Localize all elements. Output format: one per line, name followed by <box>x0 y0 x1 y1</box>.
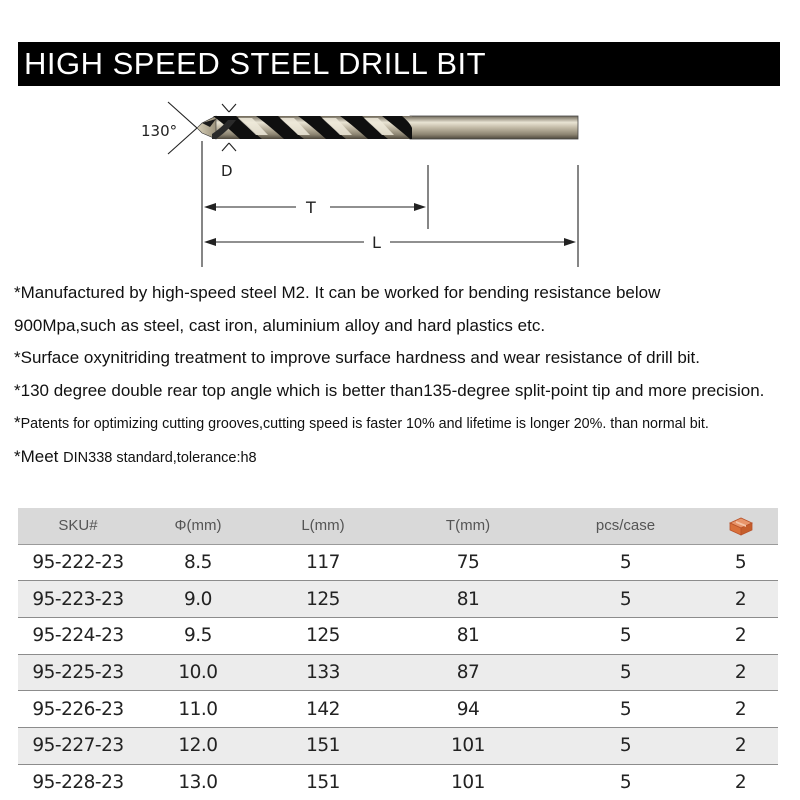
cell-pcs-case: 5 <box>548 581 703 618</box>
cell-sku: 95-224-23 <box>18 617 138 654</box>
header-box <box>703 508 778 544</box>
cell-sku: 95-226-23 <box>18 691 138 728</box>
cell-diameter: 11.0 <box>138 691 258 728</box>
cell-pcs-case: 5 <box>548 764 703 800</box>
desc-line-5-bullet: * <box>14 413 21 432</box>
header-pcs-case: pcs/case <box>548 508 703 544</box>
cell-length: 117 <box>258 544 388 581</box>
cell-pcs-case: 5 <box>548 654 703 691</box>
cell-diameter: 9.5 <box>138 617 258 654</box>
cell-pcs-case: 5 <box>548 727 703 764</box>
cell-boxes: 5 <box>703 544 778 581</box>
table-row <box>18 727 778 764</box>
cell-length: 151 <box>258 764 388 800</box>
cell-diameter: 9.0 <box>138 581 258 618</box>
cell-sku: 95-223-23 <box>18 581 138 618</box>
cell-boxes: 2 <box>703 581 778 618</box>
table-row <box>18 617 778 654</box>
header-length: L(mm) <box>258 508 388 544</box>
desc-line-5-text: Patents for optimizing cutting grooves,cutting speed is faster 10% and lifetime is longer 20%. than normal bit. <box>20 416 709 432</box>
cell-sku: 95-222-23 <box>18 544 138 581</box>
cell-length: 133 <box>258 654 388 691</box>
cell-boxes: 2 <box>703 654 778 691</box>
cell-length: 125 <box>258 581 388 618</box>
cell-pcs-case: 5 <box>548 691 703 728</box>
cell-sku: 95-227-23 <box>18 727 138 764</box>
cell-pcs-case: 5 <box>548 617 703 654</box>
desc-line-5 <box>14 407 794 441</box>
cell-diameter: 8.5 <box>138 544 258 581</box>
header-flute-length: T(mm) <box>388 508 548 544</box>
header-sku: SKU# <box>18 508 138 544</box>
flute-length-label: T <box>306 198 316 217</box>
overall-length-dimension <box>204 238 576 246</box>
cell-diameter: 13.0 <box>138 764 258 800</box>
cell-flute-length: 75 <box>388 544 548 581</box>
desc-line-3: *Surface oxynitriding treatment to improve surface hardness and wear resistance of drill bit. <box>14 348 700 367</box>
cell-flute-length: 81 <box>388 617 548 654</box>
cell-length: 151 <box>258 727 388 764</box>
diameter-label: D <box>221 162 233 180</box>
desc-line-1: *Manufactured by high-speed steel M2. It can be worked for bending resistance below <box>14 283 661 302</box>
drill-bit-diagram <box>0 95 800 275</box>
table-row <box>18 691 778 728</box>
cell-flute-length: 94 <box>388 691 548 728</box>
cell-flute-length: 101 <box>388 764 548 800</box>
cell-boxes: 2 <box>703 691 778 728</box>
cell-sku: 95-225-23 <box>18 654 138 691</box>
cell-boxes: 2 <box>703 617 778 654</box>
table-header-row <box>18 508 778 544</box>
overall-length-label: L <box>372 233 381 252</box>
cell-flute-length: 101 <box>388 727 548 764</box>
product-description <box>14 277 794 474</box>
box-icon <box>728 516 754 536</box>
table-row <box>18 764 778 800</box>
table-row <box>18 581 778 618</box>
cell-boxes: 2 <box>703 727 778 764</box>
cell-boxes: 2 <box>703 764 778 800</box>
page-title: HIGH SPEED STEEL DRILL BIT <box>18 42 780 86</box>
desc-line-4: *130 degree double rear top angle which is better than135-degree split-point tip and more precision. <box>14 380 765 400</box>
cell-pcs-case: 5 <box>548 544 703 581</box>
cell-diameter: 12.0 <box>138 727 258 764</box>
cell-flute-length: 81 <box>388 581 548 618</box>
tip-angle-label: 130° <box>141 122 178 140</box>
table-row <box>18 654 778 691</box>
header-diameter: Φ(mm) <box>138 508 258 544</box>
table-row <box>18 544 778 581</box>
cell-length: 125 <box>258 617 388 654</box>
desc-line-6 <box>14 441 794 475</box>
cell-flute-length: 87 <box>388 654 548 691</box>
cell-length: 142 <box>258 691 388 728</box>
desc-line-2: 900Mpa,such as steel, cast iron, aluminium alloy and hard plastics etc. <box>14 315 546 335</box>
cell-sku: 95-228-23 <box>18 764 138 800</box>
desc-line-6-text: DIN338 standard,tolerance:h8 <box>63 449 257 466</box>
specification-table <box>18 508 778 800</box>
drill-shank <box>410 116 578 139</box>
desc-line-6-prefix: *Meet <box>14 446 59 466</box>
cell-diameter: 10.0 <box>138 654 258 691</box>
